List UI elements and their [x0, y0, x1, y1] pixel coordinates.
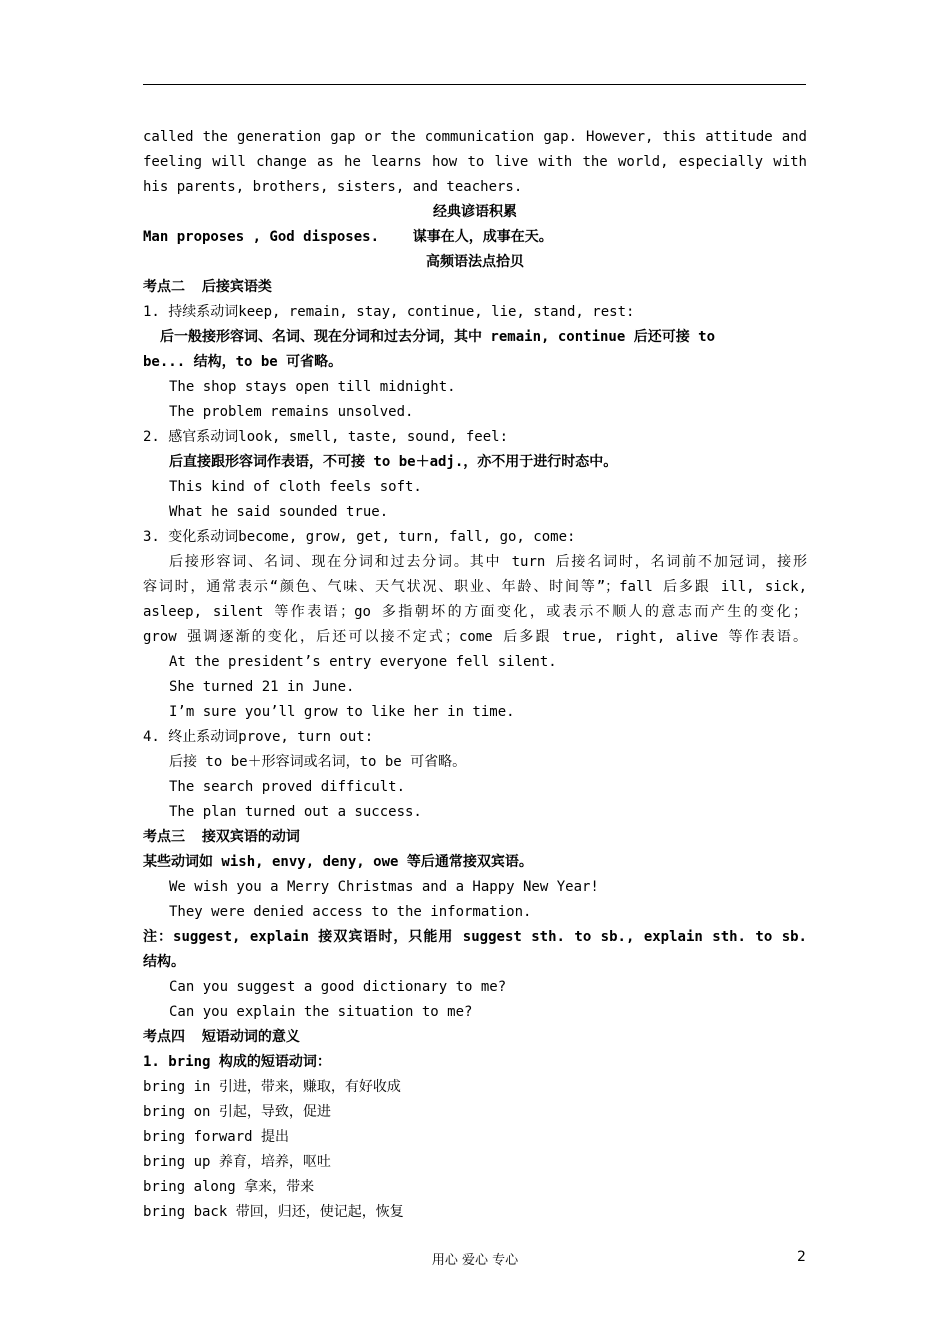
- phrase-bring-forward: bring forward 提出: [143, 1129, 290, 1145]
- item3-note-line-3: asleep, silent 等作表语；go 多指朝坏的方面变化，或表示不顺人的意志而产生的变化；: [143, 604, 807, 620]
- item2-head: 2. 感官系动词look, smell, taste, sound, feel:: [143, 429, 509, 445]
- section3-example-2: They were denied access to the information.: [169, 904, 532, 920]
- section2-title: 考点二 后接宾语类: [143, 279, 272, 295]
- intro-line-1: called the generation gap or the communication gap. However, this attitude and: [143, 129, 807, 145]
- phrase-bring-on: bring on 引起，导致，促进: [143, 1104, 331, 1120]
- intro-line-3: his parents, brothers, sisters, and teachers.: [143, 179, 523, 195]
- phrase-bring-back: bring back 带回，归还，使记起，恢复: [143, 1204, 404, 1220]
- item3-note-line-1: 后接形容词、名词、现在分词和过去分词。其中 turn 后接名词时，名词前不加冠词，接形: [169, 554, 807, 570]
- grammar-heading: 高频语法点拾贝: [426, 254, 524, 270]
- item2-example-1: This kind of cloth feels soft.: [169, 479, 422, 495]
- item3-example-2: She turned 21 in June.: [169, 679, 355, 695]
- page-footer: [0, 1249, 950, 1269]
- item4-head: 4. 终止系动词prove, turn out:: [143, 729, 374, 745]
- section3-note-line-2: 结构。: [143, 954, 185, 970]
- item2-note: 后直接跟形容词作表语，不可接 to be＋adj.，亦不用于进行时态中。: [169, 454, 618, 470]
- section3-intro: 某些动词如 wish, envy, deny, owe 等后通常接双宾语。: [143, 854, 533, 870]
- page-number: 2: [797, 1249, 806, 1265]
- item1-note-line-1: 后一般接形容词、名词、现在分词和过去分词，其中 remain, continue 后还可接 to: [160, 329, 716, 345]
- phrase-bring-up: bring up 养育，培养，呕吐: [143, 1154, 331, 1170]
- item1-head: 1. 持续系动词keep, remain, stay, continue, lie, stand, rest:: [143, 304, 635, 320]
- proverb-cn: 谋事在人，成事在天。: [412, 229, 553, 245]
- item3-note-line-2: 容词时，通常表示“颜色、气味、天气状况、职业、年龄、时间等”；fall 后多跟 ill, sick,: [143, 579, 807, 595]
- item3-note-line-4: grow 强调逐渐的变化，后还可以接不定式；come 后多跟 true, right, alive 等作表语。: [143, 629, 807, 645]
- item3-example-3: I’m sure you’ll grow to like her in time.: [169, 704, 515, 720]
- item1-example-1: The shop stays open till midnight.: [169, 379, 456, 395]
- item2-example-2: What he said sounded true.: [169, 504, 389, 520]
- item3-example-1: At the president’s entry everyone fell silent.: [169, 654, 557, 670]
- proverb-line: [143, 225, 807, 250]
- document-body: [143, 125, 807, 1225]
- section3-example-1: We wish you a Merry Christmas and a Happy New Year!: [169, 879, 599, 895]
- header-rule: [143, 84, 806, 85]
- item1-note-line-2: be... 结构，to be 可省略。: [143, 354, 343, 370]
- item1-example-2: The problem remains unsolved.: [169, 404, 414, 420]
- intro-line-2: feeling will change as he learns how to live with the world, especially with: [143, 154, 807, 170]
- section3-example-4: Can you explain the situation to me?: [169, 1004, 473, 1020]
- phrase-bring-along: bring along 拿来，带来: [143, 1179, 315, 1195]
- item4-note: 后接 to be＋形容词或名词，to be 可省略。: [169, 754, 467, 770]
- section4-sub: 1. bring 构成的短语动词：: [143, 1054, 331, 1070]
- item4-example-2: The plan turned out a success.: [169, 804, 422, 820]
- section3-example-3: Can you suggest a good dictionary to me?: [169, 979, 507, 995]
- phrase-bring-in: bring in 引进，带来，赚取，有好收成: [143, 1079, 401, 1095]
- footer-text: 用心 爱心 专心: [431, 1253, 519, 1268]
- item3-head: 3. 变化系动词become, grow, get, turn, fall, go, come:: [143, 529, 576, 545]
- proverb-en: Man proposes , God disposes.: [143, 229, 380, 245]
- section4-title: 考点四 短语动词的意义: [143, 1029, 300, 1045]
- item4-example-1: The search proved difficult.: [169, 779, 406, 795]
- section3-title: 考点三 接双宾语的动词: [143, 829, 300, 845]
- section3-note-line-1: 注：suggest, explain 接双宾语时，只能用 suggest sth. to sb., explain sth. to sb.: [143, 929, 807, 945]
- proverb-heading: 经典谚语积累: [433, 204, 517, 220]
